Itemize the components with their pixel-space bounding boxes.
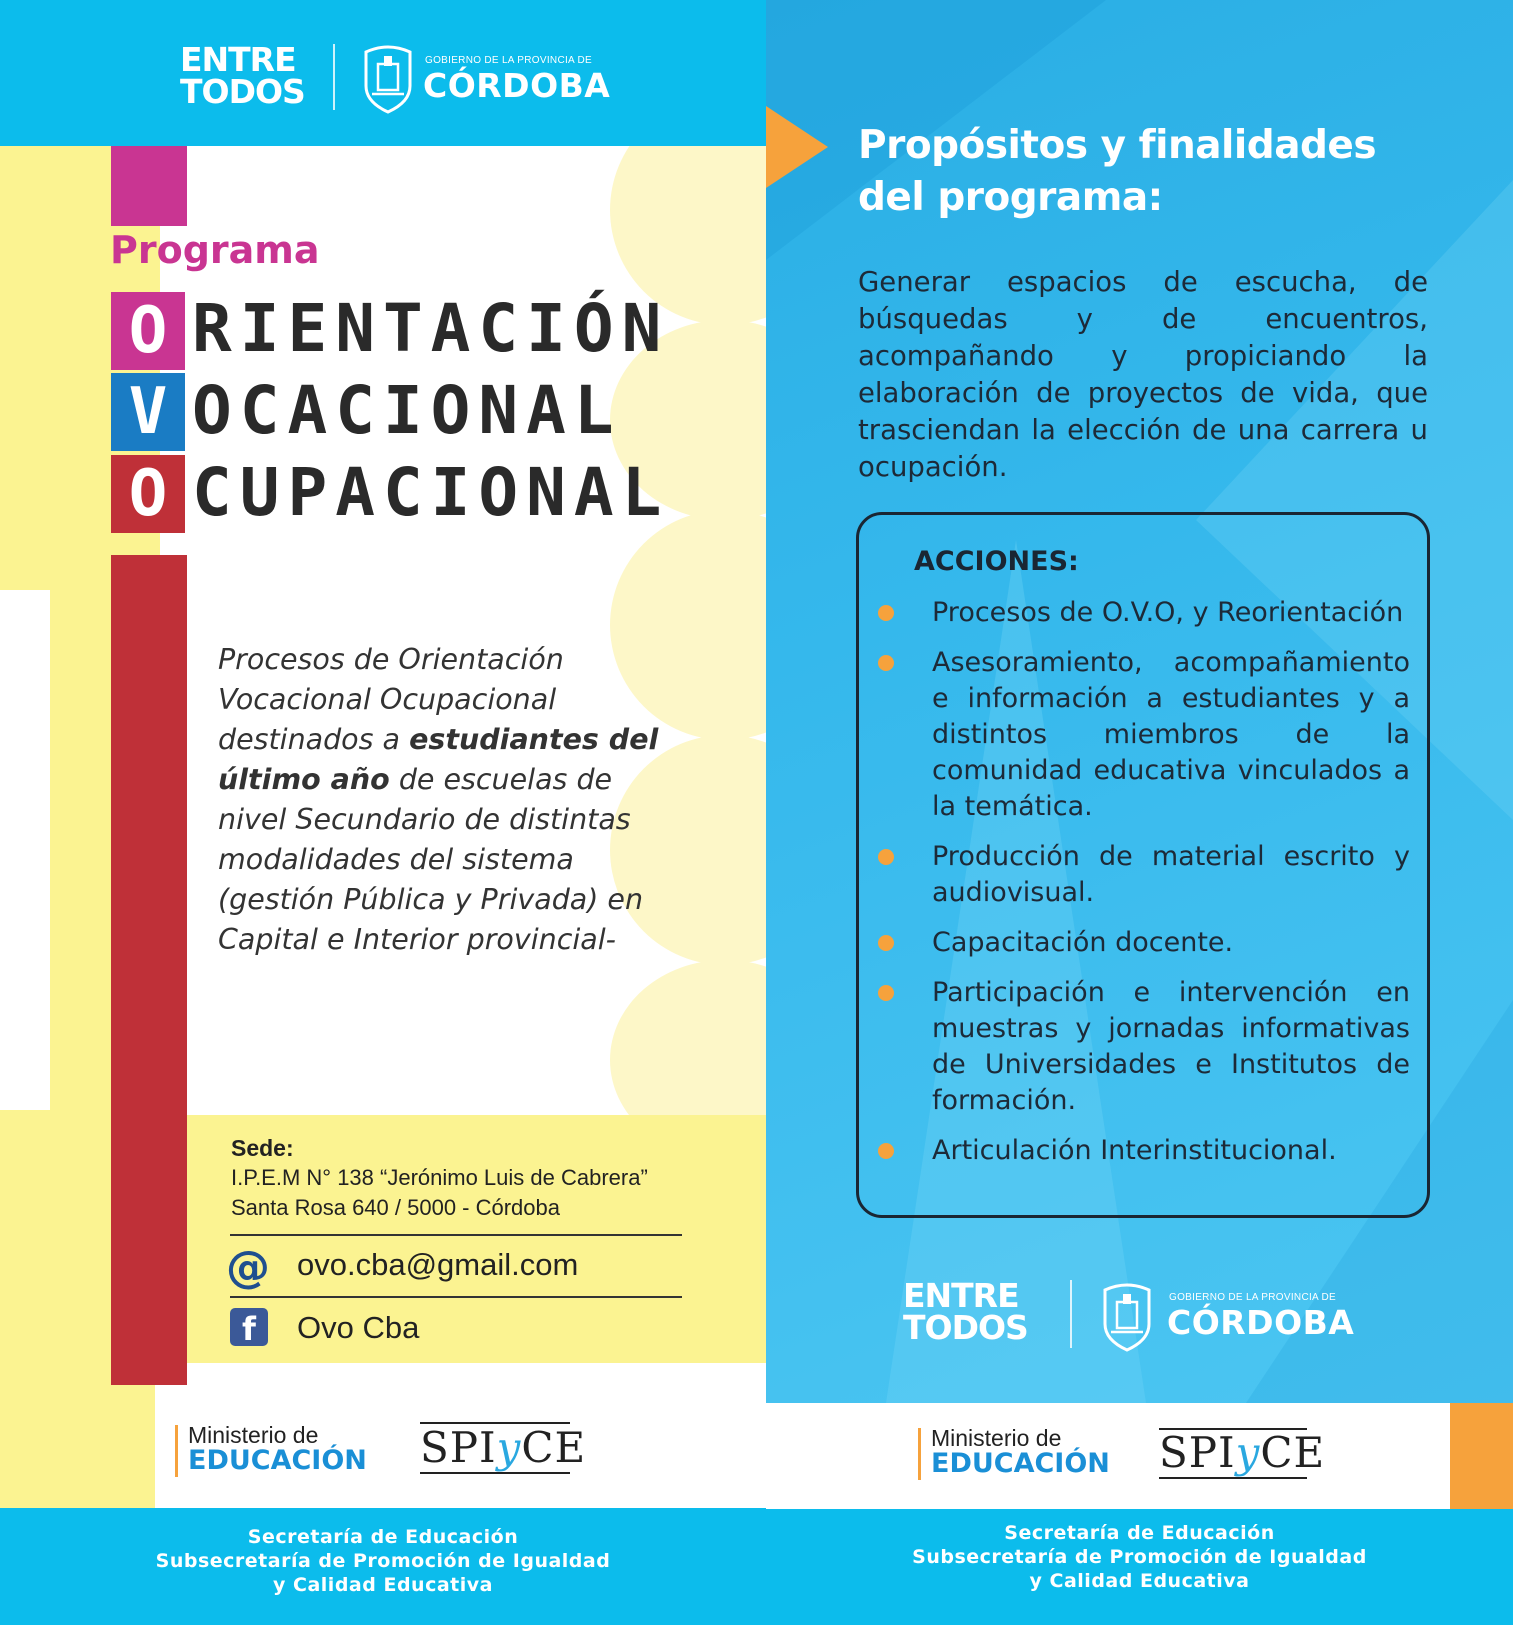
spiyce-logo: SPIyCE	[1159, 1428, 1326, 1477]
program-description	[218, 640, 663, 960]
bullet-dot-icon	[878, 985, 894, 1001]
spiyce-rule-bottom	[1159, 1477, 1307, 1479]
email-link[interactable]: ovo.cba@gmail.com	[297, 1247, 579, 1282]
footer-line-2: Subsecretaría de Promoción de Igualdad	[155, 1550, 611, 1572]
acciones-title: ACCIONES:	[914, 546, 1079, 577]
ministerio-text: Ministerio de	[188, 1422, 319, 1448]
purposes-title-line-2: del programa:	[858, 175, 1163, 220]
footer-line-3: y Calidad Educativa	[273, 1574, 493, 1596]
cordoba-shield-icon	[360, 42, 416, 119]
title-initial-v: V	[111, 373, 185, 451]
description-bold: estudiantes del último año	[218, 723, 659, 796]
left-white-gap	[0, 590, 50, 1110]
logo-cordoba-text: CÓRDOBA	[1167, 1303, 1355, 1342]
ministerio-text: Ministerio de	[931, 1425, 1062, 1451]
sede-address-1: I.P.E.M N° 138 “Jerónimo Luis de Cabrera”	[231, 1165, 648, 1190]
title-ocupacional: CUPACIONAL	[192, 454, 670, 531]
right-panel	[766, 0, 1513, 1625]
logo-gobierno-text: GOBIERNO DE LA PROVINCIA DE	[425, 55, 593, 66]
ministerio-bar	[175, 1425, 178, 1477]
description-text: Procesos de Orientación Vocacional Ocupacional destinados a	[218, 643, 564, 756]
divider	[230, 1234, 682, 1236]
footer-text	[0, 1525, 766, 1597]
footer-line-1: Secretaría de Educación	[1004, 1522, 1275, 1544]
footer-line-2: Subsecretaría de Promoción de Igualdad	[912, 1546, 1367, 1568]
acciones-item: Asesoramiento, acompañamiento e información a estudiantes y a distintos miembros de la comunidad educativa vinculados a la temática.	[870, 645, 1410, 825]
acciones-item: Producción de material escrito y audiovisual.	[870, 839, 1410, 911]
logo-todos: TODOS	[903, 1308, 1028, 1347]
magenta-top-block	[111, 146, 187, 226]
footer-line-3: y Calidad Educativa	[1029, 1570, 1250, 1592]
ministerio-bar	[918, 1428, 921, 1480]
educacion-text: EDUCACIÓN	[188, 1445, 367, 1476]
entre-todos-logo	[180, 40, 305, 111]
bullet-dot-icon	[878, 1143, 894, 1159]
orange-triangle-icon	[766, 106, 828, 188]
logo-entre: ENTRE	[180, 40, 296, 79]
bullet-dot-icon	[878, 935, 894, 951]
programa-label: Programa	[110, 228, 320, 272]
spiyce-logo: SPIyCE	[420, 1423, 587, 1472]
entre-todos-logo	[903, 1276, 1028, 1347]
cordoba-shield-icon	[1099, 1280, 1155, 1357]
title-initial-o2: O	[111, 455, 185, 533]
footer-line-1: Secretaría de Educación	[247, 1526, 519, 1548]
purposes-title	[858, 120, 1376, 224]
purposes-title-line-1: Propósitos y finalidades	[858, 123, 1377, 168]
acciones-item: Capacitación docente.	[870, 925, 1410, 961]
acciones-item: Participación e intervención en muestras y jornadas informativas de Universidades e Institutos de formación.	[870, 975, 1410, 1119]
bullet-dot-icon	[878, 849, 894, 865]
red-bar	[111, 555, 187, 1385]
sede-label: Sede:	[231, 1135, 294, 1161]
logo-divider	[333, 44, 335, 110]
logo-gobierno-text: GOBIERNO DE LA PROVINCIA DE	[1169, 1292, 1337, 1303]
divider	[230, 1296, 682, 1298]
logo-entre: ENTRE	[903, 1276, 1019, 1315]
description-text-end: de escuelas de nivel Secundario de distintas modalidades del sistema (gestión Pública y Privada) en Capital e Interior provincial-	[218, 763, 644, 956]
bullet-dot-icon	[878, 655, 894, 671]
title-initial-o: O	[111, 292, 185, 370]
logo-divider	[1070, 1280, 1072, 1348]
at-sign-icon: @	[226, 1242, 270, 1293]
logo-cordoba-text: CÓRDOBA	[423, 66, 611, 105]
purposes-paragraph: Generar espacios de escucha, de búsquedas y de encuentros, acompañando y propiciando la elaboración de proyectos de vida, que trasciendan la elección de una carrera u ocupación.	[858, 266, 1428, 483]
spiyce-rule-bottom	[420, 1472, 570, 1474]
footer-text	[766, 1521, 1513, 1593]
acciones-list	[870, 595, 1410, 1183]
bullet-dot-icon	[878, 605, 894, 621]
educacion-text: EDUCACIÓN	[931, 1448, 1110, 1479]
orange-corner-block	[1450, 1403, 1513, 1509]
acciones-item: Procesos de O.V.O, y Reorientación	[870, 595, 1410, 631]
title-vocacional: OCACIONAL	[192, 372, 622, 449]
facebook-icon: f	[230, 1308, 268, 1346]
left-yellow-strip-upper	[0, 180, 50, 540]
facebook-link[interactable]: Ovo Cba	[297, 1310, 420, 1345]
title-orientacion: RIENTACIÓN	[192, 290, 670, 367]
acciones-item: Articulación Interinstitucional.	[870, 1133, 1410, 1169]
logo-todos: TODOS	[180, 72, 305, 111]
sede-address-2: Santa Rosa 640 / 5000 - Córdoba	[231, 1195, 561, 1220]
